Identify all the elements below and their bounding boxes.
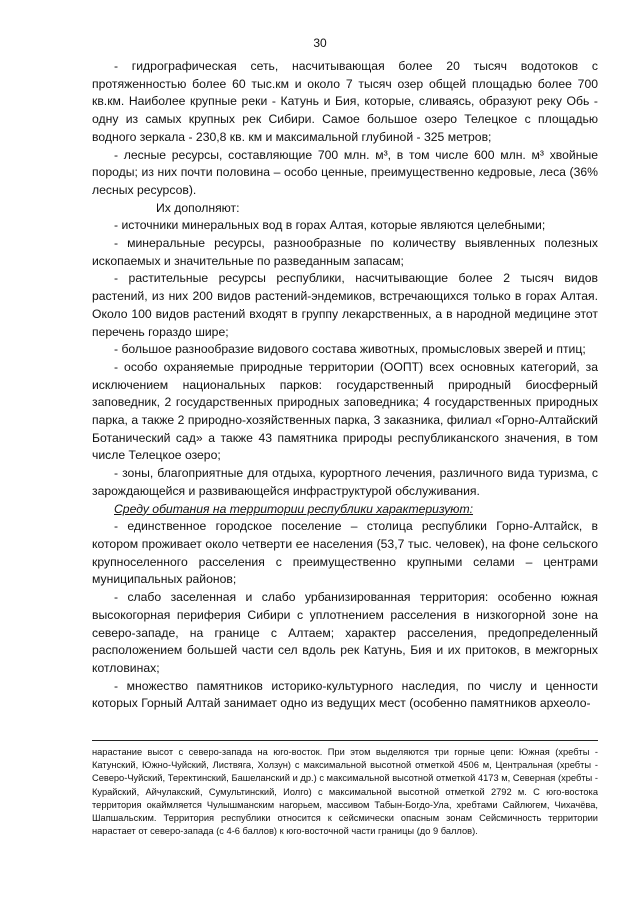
paragraph: - минеральные ресурсы, разнообразные по количеству выявленных полезных ископаемых и значительные по разведанным запасам;: [92, 236, 598, 268]
page-number: 30: [313, 36, 327, 50]
paragraph: - множество памятников историко-культурного наследия, по числу и ценности которых Горный Алтай занимает одно из ведущих мест (особенно памятников археоло-: [92, 678, 598, 711]
section-heading: Среду обитания на территории республики характеризуют:: [114, 501, 474, 516]
paragraph: - лесные ресурсы, составляющие 700 млн. м³, в том числе 600 млн. м³ хвойные породы; из них почти половина – особо ценные, преимущественно кедровые, леса (36% лесных ресурсов).: [92, 147, 598, 197]
footnote-divider: [92, 740, 598, 741]
paragraph: - слабо заселенная и слабо урбанизированная территория: особенно южная высокогорная периферия Сибири с уплотнением расселения в низкогорной зоне на северо-западе, на границе с Алтаем; характер расселения, предопределенный расположением большей части сел вдоль рек Катунь, Бия и их притоков, в межгорных котловинах;: [92, 590, 598, 675]
paragraph: - единственное городское поселение – столица республики Горно-Алтайск, в котором проживает около четверти ее населения (53,7 тыс. человек), на фоне сельского крупноселенного расселения с преимущественно крупными селами – центрами муниципальных районов;: [92, 519, 598, 587]
paragraph: - растительные ресурсы республики, насчитывающие более 2 тысяч видов растений, из них 200 видов растений-эндемиков, встречающихся только в горах Алтая. Около 100 видов растений входят в группу лекарственных, а в народной медицине этот перечень гораздо шире;: [92, 271, 598, 339]
main-text: [92, 58, 598, 713]
paragraph: - гидрографическая сеть, насчитывающая более 20 тысяч водотоков с протяженностью более 60 тыс.км и около 7 тысяч озер общей площадью более 700 кв.км. Наиболее крупные реки - Катунь и Бия, которые, сливаясь, образуют реку Обь - одну из самых крупных рек Сибири. Самое большое озеро Телецкое с площадью водного зеркала - 230,8 кв. км и максимальной глубиной - 325 метров;: [92, 59, 598, 144]
paragraph: - зоны, благоприятные для отдыха, курортного лечения, различного вида туризма, с зарождающейся и развивающейся инфраструктурой обслуживания.: [92, 466, 598, 498]
paragraph: - источники минеральных вод в горах Алтая, которые являются целебными;: [114, 218, 546, 233]
paragraph: - большое разнообразие видового состава животных, промысловых зверей и птиц;: [114, 342, 586, 357]
paragraph: - особо охраняемые природные территории (ООПТ) всех основных категорий, за исключением национальных парков: государственный природный биосферный заповедник, 2 государственных природных заповедника; 4 государственных природных парка, а также 2 природно-хозяйственных парка, 3 заказника, филиал «Горно-Алтайский Ботанический сад» а также 43 памятника природы республиканского значения, в том числе Телецкое озеро;: [92, 359, 598, 463]
footnote: нарастание высот с северо-запада на юго-восток. При этом выделяются три горные цепи: Южная (хребты - Катунский, Южно-Чуйский, Листвяга, Холзун) с максимальной высотной отметкой 4506 м, Центральная (хребты - Северо-Чуйский, Теректинский, Башеланский и др.) с максимальной высотной отметкой 4173 м, Северная (хребты - Курайский, Айчулакский, Сумультинский, Иолго) с максимальной высотной отметкой 2792 м. С юго-востока территория окаймляется Чулышманским нагорьем, массивом Табын-Богдо-Ула, хребтами Сайлюгем, Чихачёва, Шапшальским. Территория республики относится к сейсмически опасным зонам Сейсмичность территории нарастает от северо-запада (с 4-6 баллов) к юго-восточной части границы (до 9 баллов).: [92, 747, 598, 837]
paragraph: Их дополняют:: [156, 200, 240, 215]
